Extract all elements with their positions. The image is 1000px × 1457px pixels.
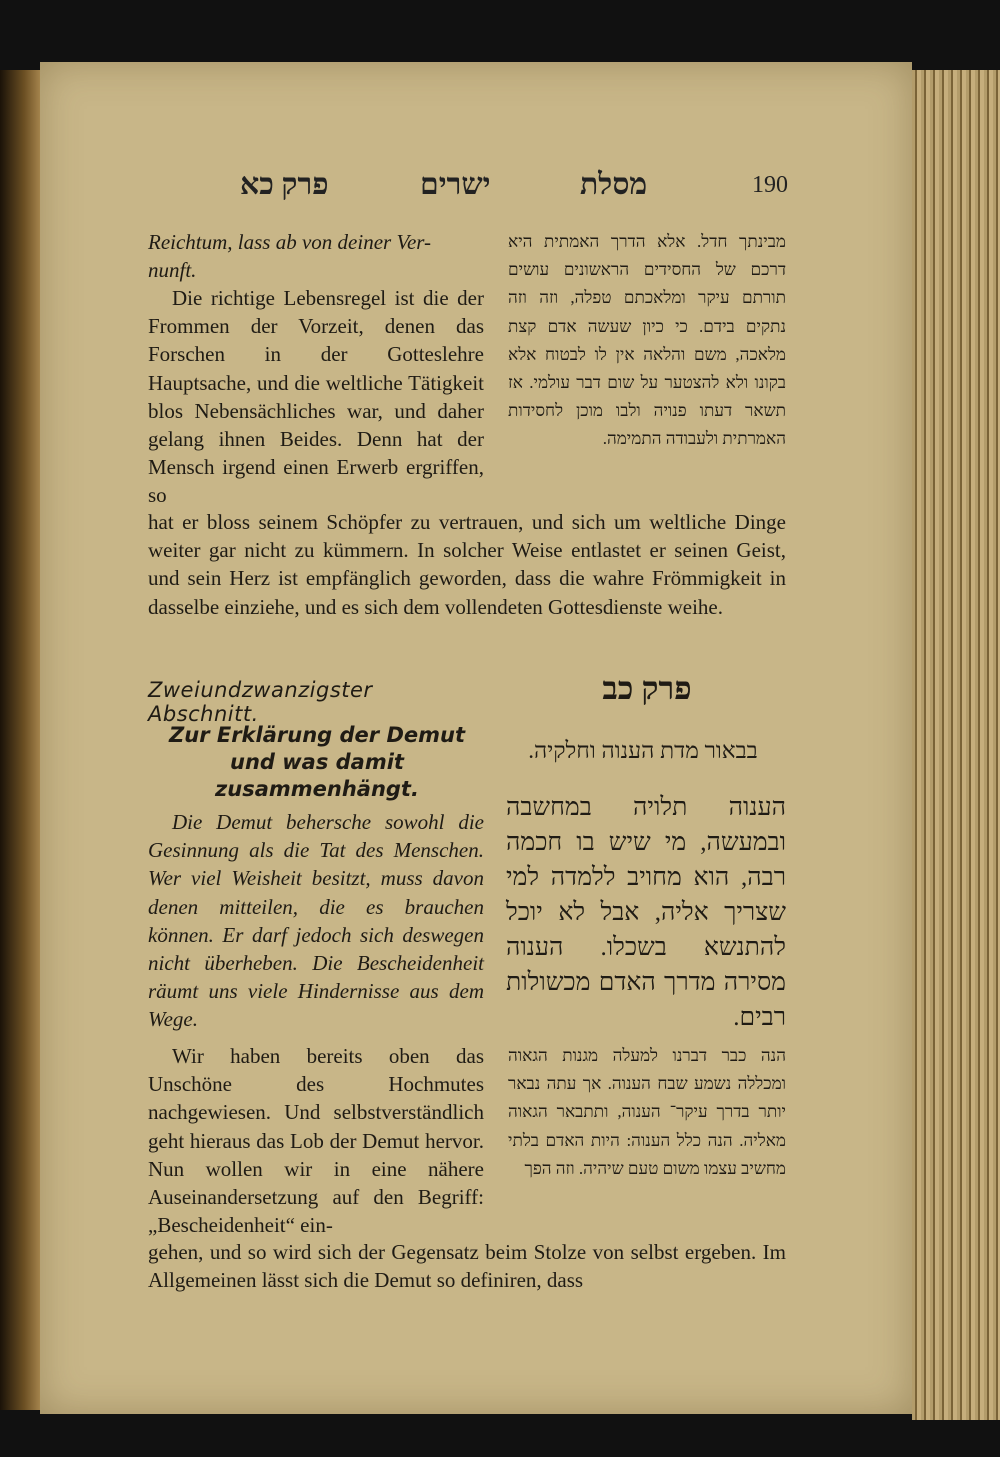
running-head-yesharim: ישרים	[420, 168, 491, 201]
german-bottom-full-width: gehen, und so wird sich der Gegensatz beim Stolze von selbst ergeben. Im Allgemeinen lässt sich die Demut so definiren, dass	[148, 1240, 786, 1293]
section-title-german: Zweiundzwanzigster Abschnitt.	[148, 678, 373, 726]
running-head-mesillat: מסלת	[580, 168, 648, 201]
page-number: 190	[752, 172, 788, 198]
page-edges-right	[912, 70, 1000, 1420]
section-subtitle-german: Zur Erklärung der Demut und was damit zusammenhängt.	[169, 723, 465, 801]
german-line-b: nunft.	[148, 258, 197, 283]
hebrew-top-paragraph: מבינתך חדל. אלא הדרך האמתית היא דרכם של החסידים הראשונים עושים תורתם עיקר ומלאכתם טפלה, וזה וזה נתקים בידם. כי כיון שעשה אדם קצת מלאכה, משם והלאה אין לו לבטוח אלא בקונו ולא להצטער על שום דבר עולמי. אז תשאר דעתו פנויה ולבו מוכן לחסידות האמרתית ולעבודה התמימה.	[508, 232, 786, 449]
section-title-hebrew: פרק כב	[602, 670, 692, 706]
german-bottom-paragraph: Wir haben bereits oben das Unschöne des Hochmutes nachgewiesen. Und selbstverständlich geht hieraus das Lob der Demut hervor. Nun wollen wir in eine nähere Auseinandersetzung auf den Begriff: „Bescheidenheit“ ein-	[148, 1044, 484, 1238]
german-top-paragraph: Die richtige Lebensregel ist die der Frommen der Vorzeit, denen das Forschen in der Gotteslehre Hauptsache, und die weltliche Tätigkeit blos Nebensächliches war, und daher gelang ihnen Beides. Denn hat der Mensch irgend einen Erwerb ergriffen, so	[148, 286, 484, 508]
german-line-a: Reichtum, lass ab von deiner Ver-	[148, 230, 432, 254]
german-intro: Die Demut behersche sowohl die Gesinnung als die Tat des Menschen. Wer viel Weisheit besitzt, muss davon denen mitteilen, die es brauchen können. Er darf jedoch sich deswegen nicht überheben. Die Bescheidenheit räumt uns viele Hindernisse aus dem Wege.	[148, 810, 484, 1032]
running-head-chapter: פרק כא	[240, 168, 329, 201]
german-top-full-width: hat er bloss seinem Schöpfer zu vertrauen, und sich um weltliche Dinge weiter gar nicht zu kümmern. In solcher Weise entlastet er seinen Geist, und sein Herz ist empfänglich geworden, dass die wahre Frömmigkeit in dasselbe einziehe, und es sich dem vollendeten Gottesdienste weihe.	[148, 510, 786, 619]
hebrew-bottom-paragraph: הנה כבר דברנו למעלה מגנות הגאוה ומכללה נשמע שבח הענוה. אך עתה נבאר יותר בדרך עיקר־ הענוה, ותתבאר הגאוה מאליה. הנה כלל הענוה: היות האדם בלתי מחשיב עצמו משום טעם שיהיה. וזה הפך	[508, 1046, 786, 1178]
hebrew-intro: הענוה תלויה במחשבה ובמעשה, מי שיש בו חכמה רבה, הוא מחויב ללמדה למי שצריך אליה, אבל לא יוכל להתנשא בשכלו. הענוה מסירה מדרך האדם מכשולות רבים.	[506, 794, 786, 1031]
section-subtitle-hebrew: בבאור מדת הענוה וחלקיה.	[528, 738, 758, 763]
book-spine-left	[0, 70, 40, 1410]
german-top-italic	[148, 228, 486, 284]
